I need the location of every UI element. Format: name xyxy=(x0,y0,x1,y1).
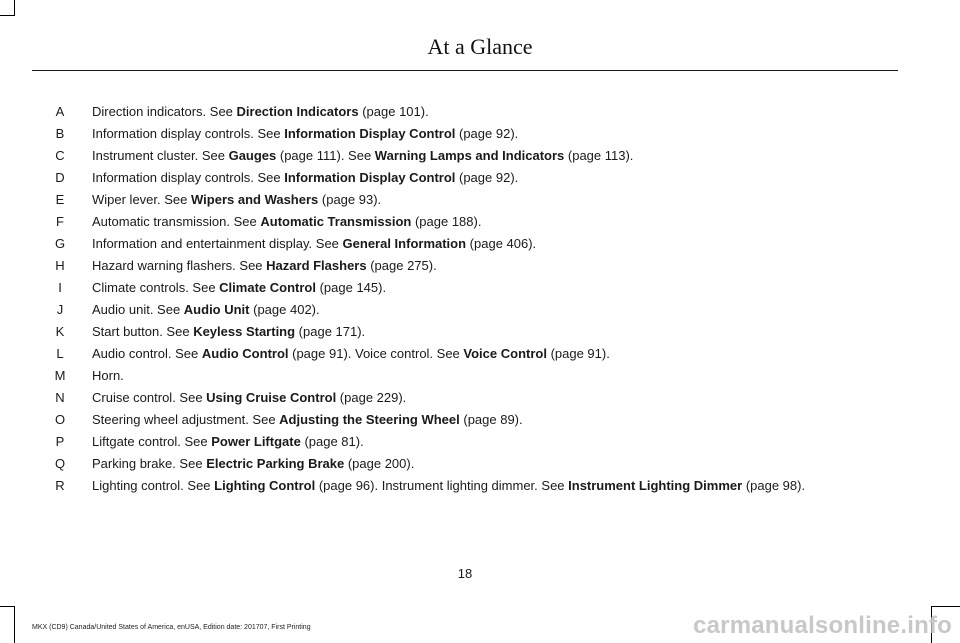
legend-letter: L xyxy=(56,346,64,361)
cross-reference-link[interactable]: Audio Control xyxy=(201,346,289,361)
description-text: Automatic transmission. See xyxy=(92,214,261,229)
legend-letter: D xyxy=(55,170,65,185)
legend-letter: R xyxy=(55,478,65,493)
legend-entry xyxy=(0,123,960,145)
legend-description xyxy=(92,387,406,409)
legend-letter: H xyxy=(55,258,65,273)
page-title: At a Glance xyxy=(427,34,533,59)
cross-reference-link[interactable]: Voice Control xyxy=(463,346,547,361)
description-text: (page 101). xyxy=(358,104,429,119)
cross-reference-link[interactable]: Instrument Lighting Dimmer xyxy=(568,478,743,493)
crop-mark-bottom-right-horizontal xyxy=(931,606,960,607)
description-text: Information display controls. See xyxy=(92,170,285,185)
legend-entry xyxy=(0,453,960,475)
legend-entry xyxy=(0,211,960,233)
description-text: Information and entertainment display. See xyxy=(92,236,343,251)
legend-letter: Q xyxy=(54,456,66,471)
description-text: (page 81). xyxy=(300,434,364,449)
description-text: Horn. xyxy=(92,368,124,383)
description-text: Direction indicators. See xyxy=(92,104,237,119)
description-text: Steering wheel adjustment. See xyxy=(92,412,280,427)
description-text: Start button. See xyxy=(92,324,194,339)
cross-reference-link[interactable]: Warning Lamps and Indicators xyxy=(374,148,565,163)
legend-list xyxy=(0,101,960,497)
legend-entry xyxy=(0,145,960,167)
cross-reference-link[interactable]: Direction Indicators xyxy=(236,104,359,119)
legend-entry xyxy=(0,409,960,431)
cross-reference-link[interactable]: Using Cruise Control xyxy=(206,390,337,405)
page-number: 18 xyxy=(457,566,473,581)
legend-description xyxy=(92,145,633,167)
description-text: (page 91). xyxy=(546,346,610,361)
legend-description xyxy=(92,453,414,475)
legend-letter: A xyxy=(55,104,65,119)
legend-entry xyxy=(0,343,960,365)
description-text: Parking brake. See xyxy=(92,456,207,471)
legend-entry xyxy=(0,101,960,123)
legend-entry xyxy=(0,189,960,211)
legend-letter: P xyxy=(55,434,65,449)
legend-description xyxy=(92,277,386,299)
description-text: (page 406). xyxy=(466,236,537,251)
description-text: (page 91). Voice control. See xyxy=(288,346,464,361)
cross-reference-link[interactable]: Keyless Starting xyxy=(193,324,296,339)
description-text: Liftgate control. See xyxy=(92,434,212,449)
crop-mark-bottom-left-vertical xyxy=(14,606,15,643)
legend-description xyxy=(92,189,381,211)
legend-letter: I xyxy=(58,280,62,295)
description-text: (page 188). xyxy=(411,214,482,229)
cross-reference-link[interactable]: Adjusting the Steering Wheel xyxy=(279,412,460,427)
cross-reference-link[interactable]: Information Display Control xyxy=(284,170,456,185)
legend-description xyxy=(92,431,364,453)
edition-footer: MKX (CD9) Canada/United States of America, enUSA, Edition date: 201707, First Printing xyxy=(32,624,311,631)
cross-reference-link[interactable]: Power Liftgate xyxy=(211,434,301,449)
cross-reference-link[interactable]: Hazard Flashers xyxy=(266,258,367,273)
header-rule xyxy=(32,70,898,71)
legend-letter: N xyxy=(55,390,65,405)
legend-entry xyxy=(0,431,960,453)
cross-reference-link[interactable]: Electric Parking Brake xyxy=(206,456,345,471)
legend-letter: M xyxy=(54,368,66,383)
legend-description xyxy=(92,233,536,255)
legend-entry xyxy=(0,387,960,409)
description-text: (page 200). xyxy=(344,456,415,471)
description-text: Cruise control. See xyxy=(92,390,207,405)
legend-entry xyxy=(0,365,960,387)
legend-description xyxy=(92,167,518,189)
description-text: Hazard warning flashers. See xyxy=(92,258,267,273)
description-text: (page 171). xyxy=(295,324,366,339)
legend-letter: G xyxy=(54,236,66,251)
description-text: (page 111). See xyxy=(276,148,375,163)
legend-letter: O xyxy=(54,412,66,427)
legend-letter: F xyxy=(56,214,64,229)
legend-description xyxy=(92,321,365,343)
cross-reference-link[interactable]: Gauges xyxy=(228,148,277,163)
description-text: Lighting control. See xyxy=(92,478,215,493)
legend-letter: K xyxy=(55,324,65,339)
legend-description xyxy=(92,365,124,387)
crop-mark-top-left-horizontal xyxy=(0,15,15,16)
legend-entry xyxy=(0,475,960,497)
legend-description xyxy=(92,343,610,365)
legend-letter: E xyxy=(55,192,65,207)
legend-description xyxy=(92,123,518,145)
legend-description xyxy=(92,211,481,233)
description-text: Information display controls. See xyxy=(92,126,285,141)
legend-letter: J xyxy=(56,302,64,317)
cross-reference-link[interactable]: General Information xyxy=(342,236,467,251)
legend-description xyxy=(92,409,523,431)
description-text: (page 113). xyxy=(564,148,634,163)
description-text: Audio unit. See xyxy=(92,302,184,317)
legend-letter: C xyxy=(55,148,65,163)
legend-description xyxy=(92,299,320,321)
cross-reference-link[interactable]: Climate Control xyxy=(219,280,316,295)
watermark: carmanualsonline.info xyxy=(693,612,952,639)
legend-description xyxy=(92,101,429,123)
legend-entry xyxy=(0,233,960,255)
legend-entry xyxy=(0,277,960,299)
legend-entry xyxy=(0,299,960,321)
legend-description xyxy=(92,475,805,497)
cross-reference-link[interactable]: Audio Unit xyxy=(183,302,250,317)
description-text: Climate controls. See xyxy=(92,280,220,295)
description-text: (page 92). xyxy=(455,170,519,185)
crop-mark-top-left-vertical xyxy=(14,0,15,16)
description-text: (page 92). xyxy=(455,126,519,141)
cross-reference-link[interactable]: Automatic Transmission xyxy=(260,214,412,229)
description-text: (page 275). xyxy=(366,258,437,273)
description-text: (page 229). xyxy=(336,390,407,405)
description-text: Wiper lever. See xyxy=(92,192,191,207)
description-text: Audio control. See xyxy=(92,346,202,361)
cross-reference-link[interactable]: Information Display Control xyxy=(284,126,456,141)
crop-mark-bottom-left-horizontal xyxy=(0,606,15,607)
description-text: (page 98). xyxy=(742,478,806,493)
description-text: (page 145). xyxy=(315,280,387,295)
legend-entry xyxy=(0,321,960,343)
cross-reference-link[interactable]: Lighting Control xyxy=(214,478,316,493)
legend-description xyxy=(92,255,437,277)
description-text: (page 96). Instrument lighting dimmer. See xyxy=(315,478,569,493)
description-text: Instrument cluster. See xyxy=(92,148,229,163)
cross-reference-link[interactable]: Wipers and Washers xyxy=(191,192,319,207)
legend-entry xyxy=(0,255,960,277)
description-text: (page 402). xyxy=(249,302,320,317)
description-text: (page 89). xyxy=(459,412,523,427)
legend-letter: B xyxy=(55,126,65,141)
legend-entry xyxy=(0,167,960,189)
description-text: (page 93). xyxy=(318,192,382,207)
